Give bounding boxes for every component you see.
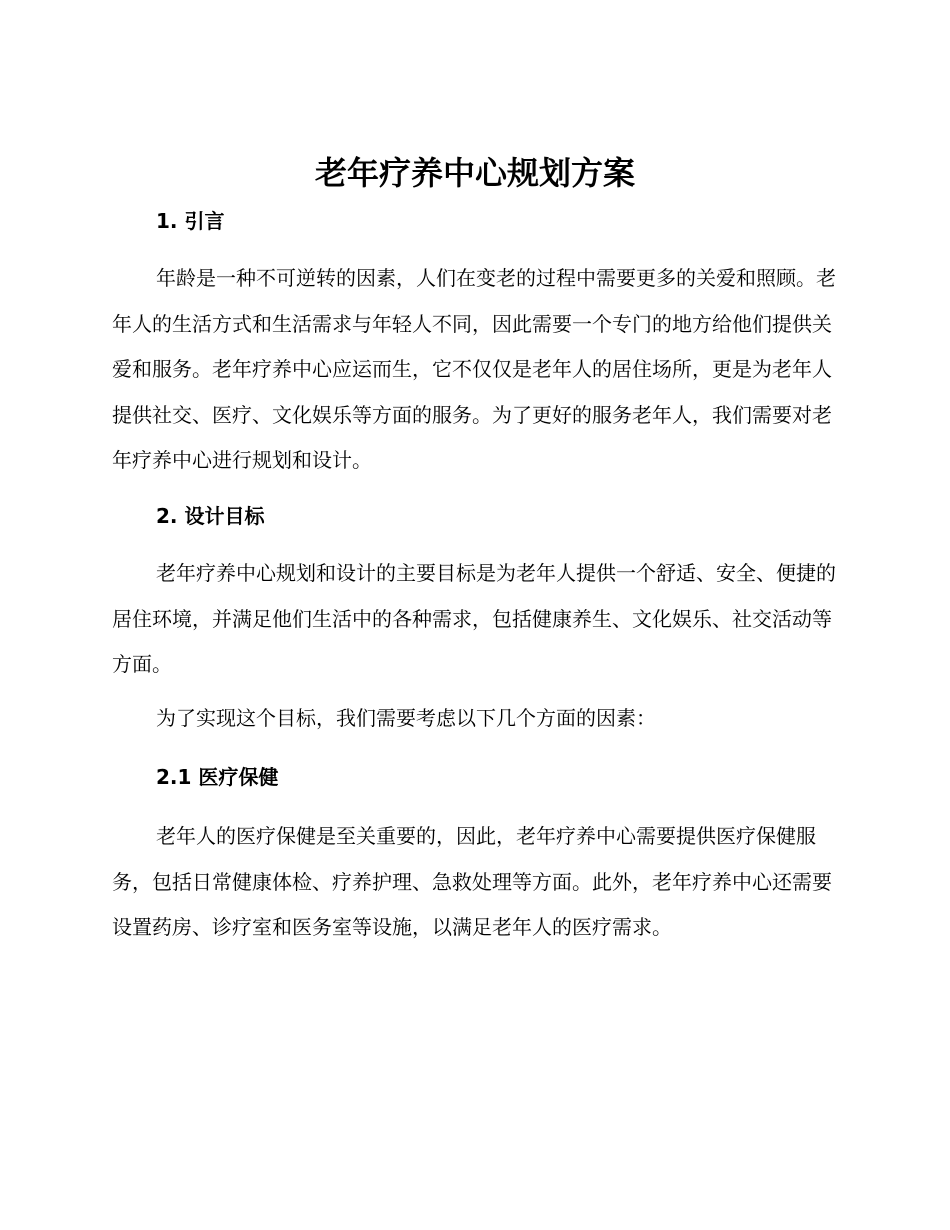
paragraph-healthcare: 老年人的医疗保健是至关重要的，因此，老年疗养中心需要提供医疗保健服务，包括日常健康体检、疗养护理、急救处理等方面。此外，老年疗养中心还需要设置药房、诊疗室和医务室等设施，以满足老年人的医疗需求。 — [112, 824, 832, 940]
paragraph-design-goals: 老年疗养中心规划和设计的主要目标是为老年人提供一个舒适、安全、便捷的居住环境，并满足他们生活中的各种需求，包括健康养生、文化娱乐、社交活动等方面。 — [112, 561, 836, 677]
paragraph-design-factors: 为了实现这个目标，我们需要考虑以下几个方面的因素： — [156, 706, 656, 730]
section-heading-design-goals: 2. 设计目标 — [156, 504, 265, 528]
document-title: 老年疗养中心规划方案 — [314, 154, 635, 192]
paragraph-introduction: 年龄是一种不可逆转的因素，人们在变老的过程中需要更多的关爱和照顾。老年人的生活方式和生活需求与年轻人不同，因此需要一个专门的地方给他们提供关爱和服务。老年疗养中心应运而生，它不仅仅是老年人的居住场所，更是为老年人提供社交、医疗、文化娱乐等方面的服务。为了更好的服务老年人，我们需要对老年疗养中心进行规划和设计。 — [112, 266, 836, 473]
section-heading-introduction: 1. 引言 — [156, 209, 225, 233]
section-heading-healthcare: 2.1 医疗保健 — [156, 765, 279, 789]
